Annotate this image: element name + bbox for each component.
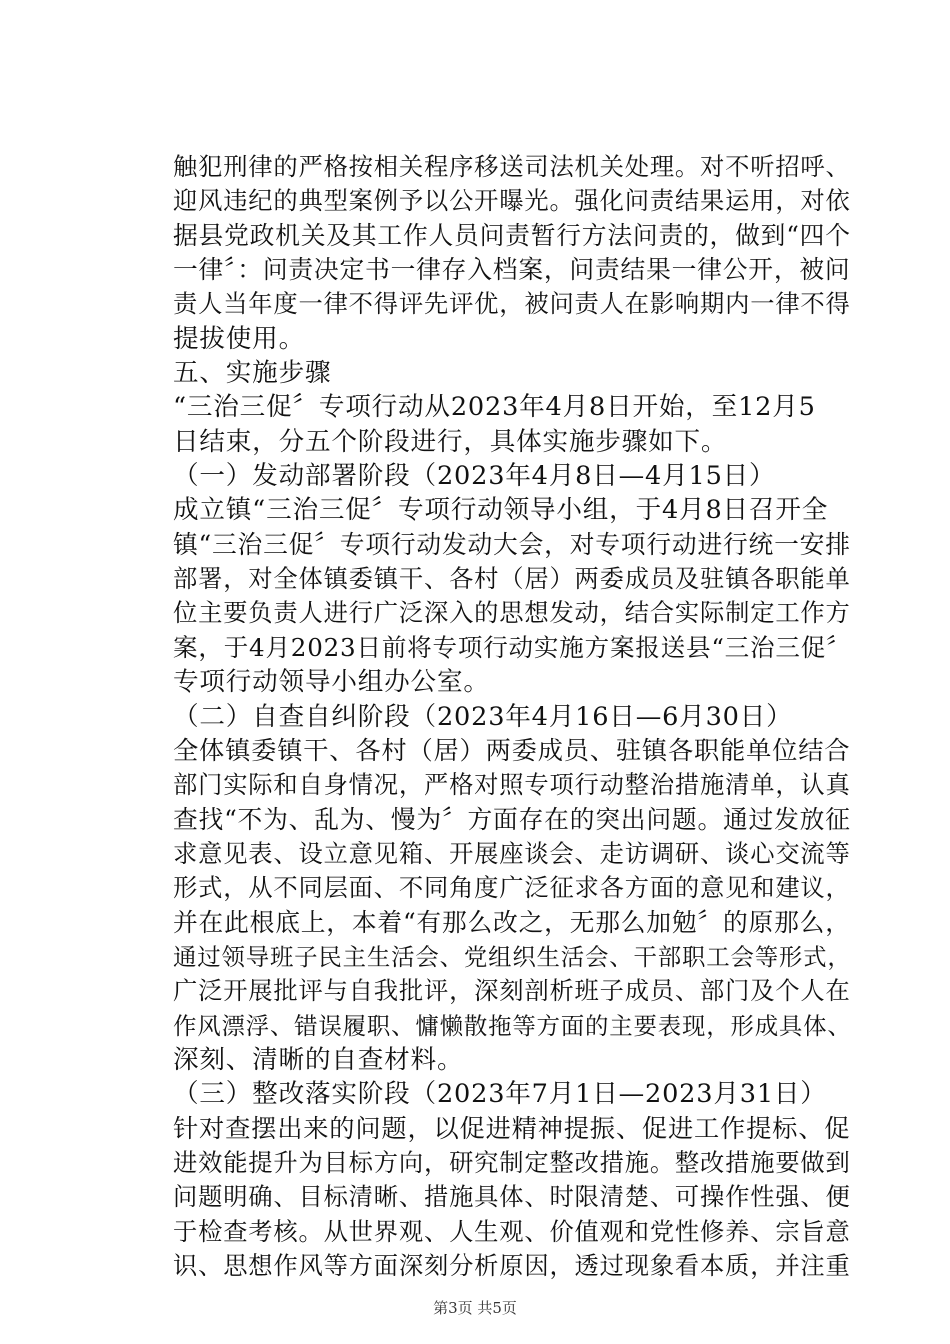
text-line-22: 形式，从不同层面、不同角度广泛征求各方面的意见和建议， — [173, 873, 851, 902]
text-line-6: 提拔使用。 — [173, 324, 305, 354]
text-line-25: 广泛开展批评与自我批评，深刻剖析班子成员、部门及个人在 — [173, 976, 851, 1005]
text-line-5: 责人当年度一律不得评先评优，被问责人在影响期内一律不得 — [173, 289, 851, 318]
text-line-1: 触犯刑律的严格按相关程序移送司法机关处理。对不听招呼、 — [173, 152, 851, 181]
text-line-33: 识、思想作风等方面深刻分析原因，透过现象看本质，并注重 — [173, 1251, 851, 1280]
text-line-31: 问题明确、目标清晰、措施具体、时限清楚、可操作性强、便 — [173, 1182, 851, 1211]
text-line-9: 日结束，分五个阶段进行，具体实施步骤如下。 — [173, 427, 728, 457]
page-number-footer: 第3页 共5页 — [433, 1299, 517, 1317]
subheading-phase-2: （二）自查自纠阶段（2023年4月16日—6月30日） — [173, 702, 793, 732]
text-line-11: 成立镇“三治三促〞专项行动领导小组，于4月8日召开全 — [173, 495, 829, 525]
text-line-2: 迎风违纪的典型案例予以公开曝光。强化问责结果运用，对依 — [173, 186, 851, 215]
text-line-20: 查找“不为、乱为、慢为〞方面存在的突出问题。通过发放征 — [173, 805, 851, 834]
text-line-27: 深刻、清晰的自查材料。 — [173, 1045, 464, 1075]
text-line-4: 一律〞：问责决定书一律存入档案，问责结果一律公开，被问 — [173, 255, 851, 284]
text-line-24: 通过领导班子民主生活会、党组织生活会、干部职工会等形式， — [173, 943, 852, 971]
text-line-23: 并在此根底上，本着“有那么改之，无那么加勉〞的原那么， — [173, 908, 851, 937]
subheading-phase-1: （一）发动部署阶段（2023年4月8日—4月15日） — [173, 461, 776, 491]
text-line-13: 部署，对全体镇委镇干、各村（居）两委成员及驻镇各职能单 — [173, 564, 851, 593]
text-line-15: 案，于4月2023日前将专项行动实施方案报送县“三治三促〞 — [173, 633, 852, 662]
text-line-26: 作风漂浮、错误履职、慵懒散拖等方面的主要表现，形成具体、 — [173, 1012, 852, 1040]
text-line-12: 镇“三治三促〞专项行动发动大会，对专项行动进行统一安排 — [173, 530, 851, 559]
text-line-32: 于检查考核。从世界观、人生观、价值观和党性修养、宗旨意 — [173, 1217, 851, 1246]
section-heading: 五、实施步骤 — [173, 358, 332, 388]
text-line-8: “三治三促〞专项行动从2023年4月8日开始，至12月5 — [173, 392, 816, 422]
text-line-14: 位主要负责人进行广泛深入的思想发动，结合实际制定工作方 — [173, 598, 851, 627]
text-line-3: 据县党政机关及其工作人员问责暂行方法问责的，做到“四个 — [173, 221, 851, 250]
text-line-21: 求意见表、设立意见箱、开展座谈会、走访调研、谈心交流等 — [173, 839, 851, 868]
subheading-phase-3: （三）整改落实阶段（2023年7月1日—2023月31日） — [173, 1079, 827, 1109]
text-line-19: 部门实际和自身情况，严格对照专项行动整治措施清单，认真 — [173, 770, 851, 799]
text-line-30: 进效能提升为目标方向，研究制定整改措施。整改措施要做到 — [173, 1148, 851, 1177]
text-line-16: 专项行动领导小组办公室。 — [173, 667, 490, 697]
text-line-29: 针对查摆出来的问题，以促进精神提振、促进工作提标、促 — [173, 1114, 851, 1143]
text-line-18: 全体镇委镇干、各村（居）两委成员、驻镇各职能单位结合 — [173, 736, 851, 765]
